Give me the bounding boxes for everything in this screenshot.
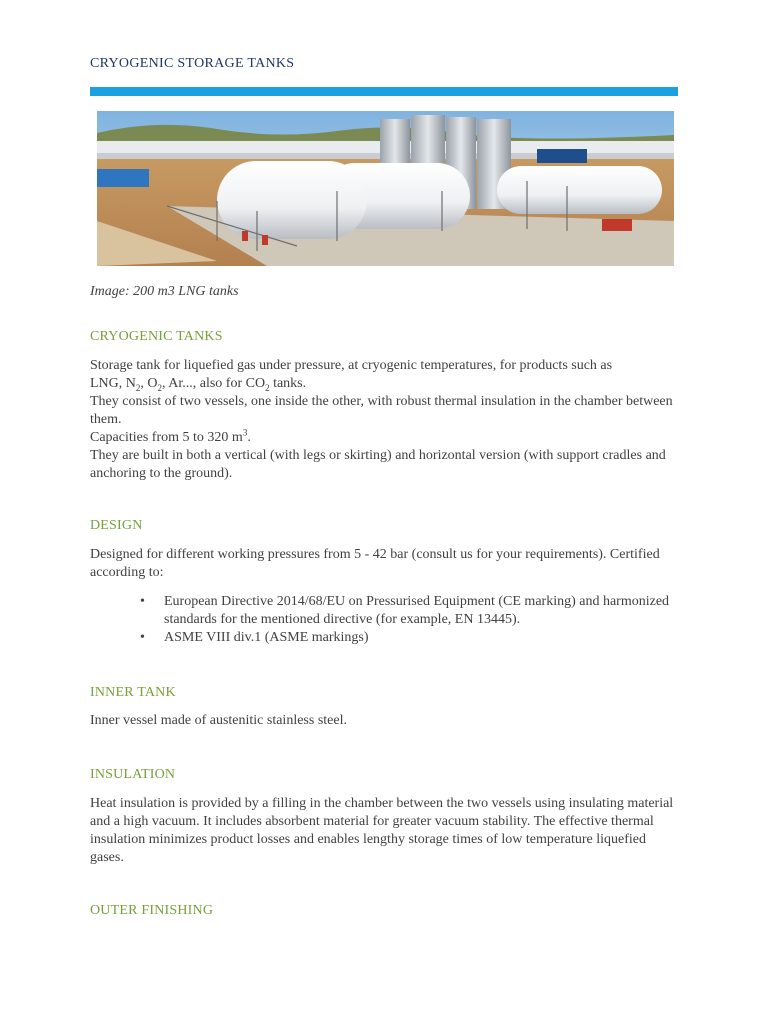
heading-inner-tank: INNER TANK (90, 685, 176, 700)
text-fragment: , O (140, 376, 158, 391)
bullet-icon: • (140, 594, 145, 609)
superscript: 3 (242, 427, 248, 438)
cryogenic-line-4 (90, 429, 678, 447)
cryogenic-line-3: They consist of two vessels, one inside the other, with robust thermal insulation in the chamber between them. (90, 394, 673, 427)
lng-tanks-photo (97, 111, 674, 266)
subscript: 2 (135, 382, 141, 393)
heading-cryogenic-tanks: CRYOGENIC TANKS (90, 329, 223, 344)
list-item (90, 593, 678, 629)
cryogenic-tanks-body (90, 357, 678, 483)
heading-design: DESIGN (90, 518, 143, 533)
title-rule (90, 87, 678, 96)
heading-outer-finishing: OUTER FINISHING (90, 903, 214, 918)
design-intro: Designed for different working pressures from 5 - 42 bar (consult us for your requirements). Certified according to: (90, 547, 660, 580)
document-title: CRYOGENIC STORAGE TANKS (90, 56, 295, 71)
bullet-icon: • (140, 630, 145, 645)
insulation-body: Heat insulation is provided by a filling in the chamber between the two vessels using insulating material and a high vacuum. It includes absorbent material for greater vacuum stability. The effective thermal insulation minimizes product losses and enables lengthy storage times of low temperature liquefied gases. (90, 796, 674, 865)
text-fragment: Capacities from 5 to 320 m (90, 430, 243, 445)
image-caption: Image: 200 m3 LNG tanks (90, 284, 239, 299)
text-fragment: , Ar..., also for CO (162, 376, 266, 391)
cryogenic-line-2 (90, 375, 678, 393)
text-fragment: tanks. (269, 376, 307, 391)
text-fragment: LNG, N (90, 376, 136, 391)
cryogenic-line-5: They are built in both a vertical (with legs or skirting) and horizontal version (with support cradles and anchoring to the ground). (90, 448, 666, 481)
heading-insulation: INSULATION (90, 767, 176, 782)
list-item-text: European Directive 2014/68/EU on Pressurised Equipment (CE marking) and harmonized standards for the mentioned directive (for example, EN 13445). (164, 594, 670, 627)
inner-tank-body: Inner vessel made of austenitic stainless steel. (90, 713, 347, 728)
photo-lng-tanks-icon (97, 111, 674, 266)
design-bullet-list (90, 593, 678, 647)
cryogenic-line-1: Storage tank for liquefied gas under pressure, at cryogenic temperatures, for products such as (90, 358, 613, 373)
text-fragment: . (247, 430, 251, 445)
subscript: 2 (265, 382, 270, 393)
list-item-text: ASME VIII div.1 (ASME markings) (164, 630, 369, 645)
subscript: 2 (157, 382, 163, 393)
list-item (90, 629, 678, 647)
